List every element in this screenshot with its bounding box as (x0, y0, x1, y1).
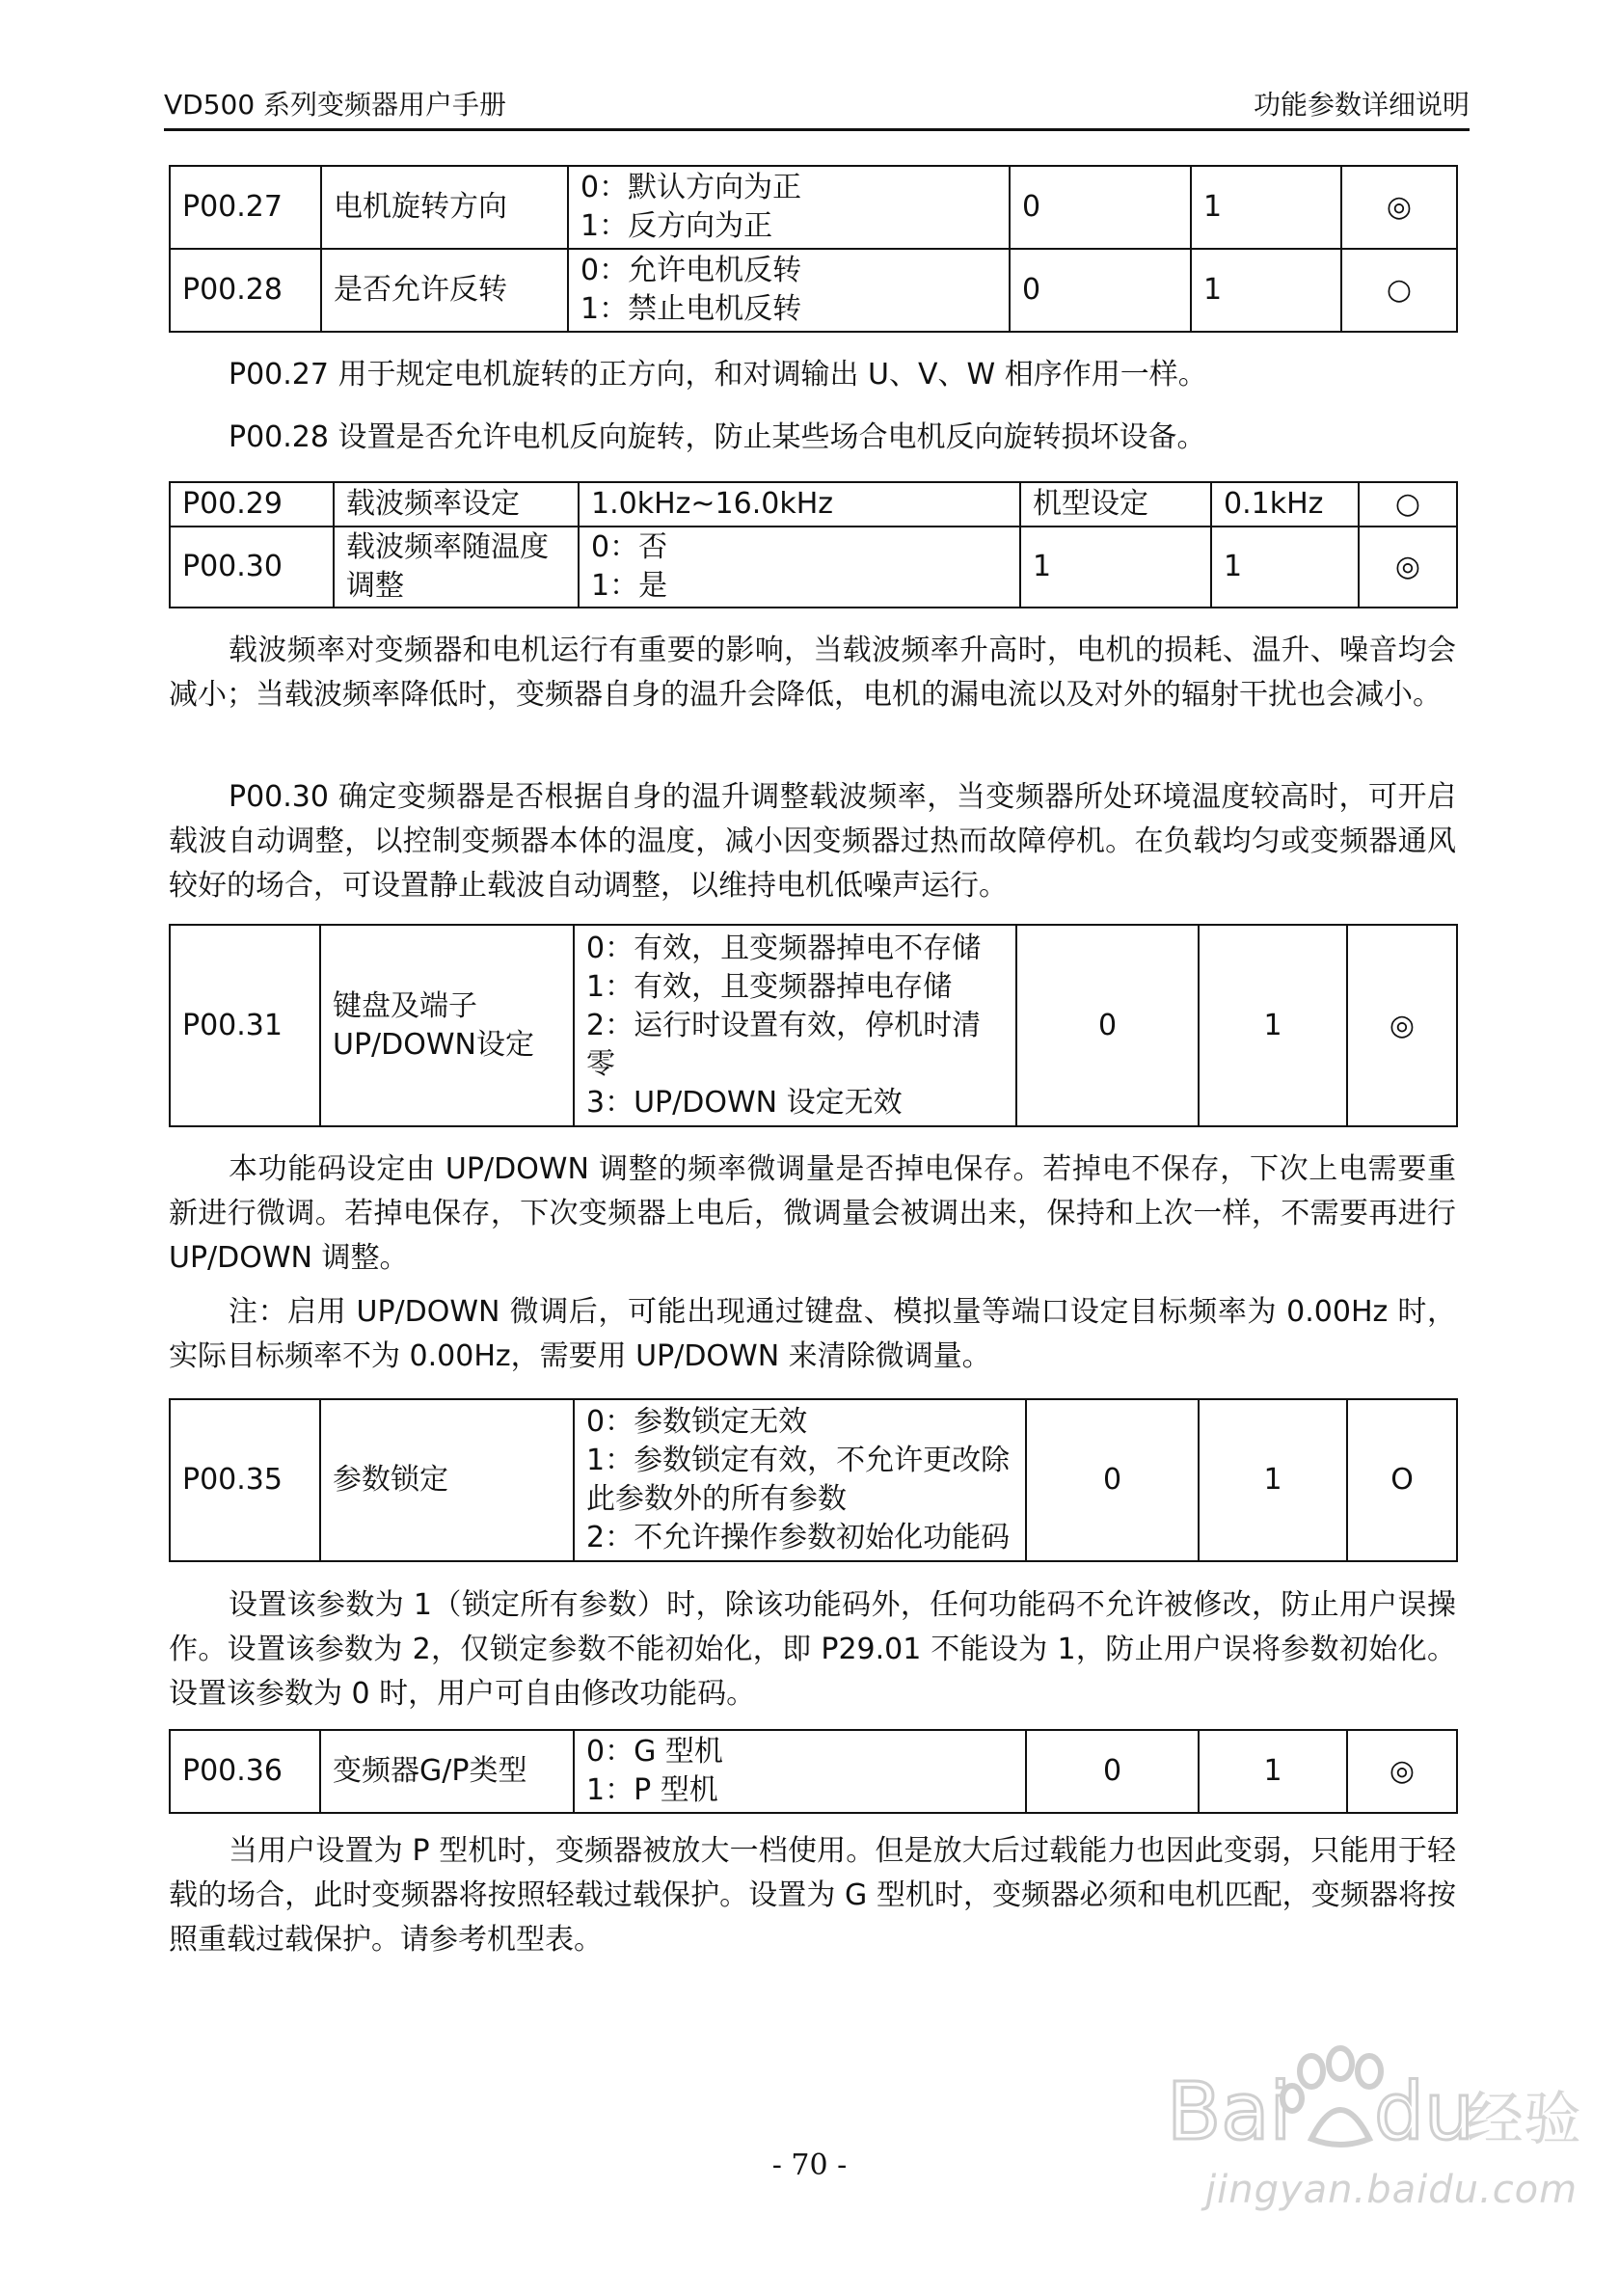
param-options (574, 925, 1016, 1126)
param-option: 2：运行时设置有效，停机时清零 (586, 1008, 982, 1081)
param-options (568, 166, 1010, 249)
header-divider (164, 128, 1470, 131)
param-option: 0：有效，且变频器掉电不存储 (586, 931, 982, 965)
param-unit: 0.1kHz (1211, 482, 1359, 527)
param-table-p00-35 (169, 1398, 1458, 1562)
param-unit: 1 (1199, 1399, 1347, 1561)
param-option: 1：反方向为正 (580, 209, 773, 243)
param-code: P00.27 (170, 166, 321, 249)
svg-text:du: du (1374, 2066, 1475, 2158)
table-row (170, 166, 1457, 249)
param-code: P00.28 (170, 249, 321, 332)
param-table-p00-36 (169, 1729, 1458, 1814)
param-options (574, 1730, 1026, 1813)
param-options (574, 1399, 1026, 1561)
param-default: 1 (1020, 527, 1211, 608)
param-option: 3：UP/DOWN 设定无效 (586, 1085, 903, 1120)
param-option: 1：P 型机 (586, 1773, 718, 1807)
param-option: 1：参数锁定有效，不允许更改除此参数外的所有参数 (586, 1444, 1011, 1516)
param-code: P00.30 (170, 527, 334, 608)
param-table-p00-27-28 (169, 165, 1458, 333)
page-number: - 70 - (771, 2148, 848, 2182)
param-name: 电机旋转方向 (321, 166, 568, 249)
param-attribute: O (1347, 1399, 1457, 1561)
svg-text:Bai: Bai (1167, 2066, 1292, 2158)
table-row (170, 925, 1457, 1126)
param-table-p00-29-30 (169, 481, 1458, 608)
param-unit: 1 (1191, 249, 1341, 332)
param-options (579, 482, 1020, 527)
param-option: 0：参数锁定无效 (586, 1405, 808, 1439)
param-code: P00.36 (170, 1730, 320, 1813)
param-attribute: ○ (1341, 249, 1457, 332)
param-attribute: ○ (1359, 482, 1457, 527)
param-option: 2：不允许操作参数初始化功能码 (586, 1521, 1011, 1554)
param-name: 变频器G/P类型 (320, 1730, 574, 1813)
param-option: 0：允许电机反转 (580, 254, 802, 287)
param-default: 0 (1010, 249, 1191, 332)
param-option: 1：是 (591, 569, 668, 603)
paragraph-p00-27: P00.27 用于规定电机旋转的正方向，和对调输出 U、V、W 相序作用一样。 (229, 358, 1207, 392)
param-name: 参数锁定 (320, 1399, 574, 1561)
param-option: 1：禁止电机反转 (580, 292, 802, 326)
param-unit: 1 (1191, 166, 1341, 249)
param-attribute: ◎ (1347, 1730, 1457, 1813)
param-unit: 1 (1199, 925, 1347, 1126)
param-attribute: ◎ (1359, 527, 1457, 608)
param-option: 0：G 型机 (586, 1735, 723, 1769)
param-unit: 1 (1199, 1730, 1347, 1813)
table-row (170, 1399, 1457, 1561)
paragraph-note: 注：启用 UP/DOWN 微调后，可能出现通过键盘、模拟量等端口设定目标频率为 0.00Hz 时，实际目标频率不为 0.00Hz，需要用 UP/DOWN 来清除微调量。 (169, 1295, 1456, 1373)
param-name: 载波频率随温度调整 (334, 527, 579, 608)
table-row (170, 249, 1457, 332)
paragraph-p00-28: P00.28 设置是否允许电机反向旋转，防止某些场合电机反向旋转损坏设备。 (229, 420, 1206, 454)
watermark-url: jingyan.baidu.com (1205, 2168, 1579, 2212)
param-default: 机型设定 (1020, 482, 1211, 527)
param-unit: 1 (1211, 527, 1359, 608)
param-option: 1.0kHz~16.0kHz (591, 487, 834, 521)
baidu-watermark (1147, 2042, 1581, 2235)
paragraph-p00-35: 设置该参数为 1（锁定所有参数）时，除该功能码外，任何功能码不允许被修改，防止用户误操作。设置该参数为 2，仅锁定参数不能初始化，即 P29.01 不能设为 1，防止用户误将参数初始化。设置该参数为 0 时，用户可自由修改功能码。 (169, 1588, 1456, 1711)
param-code: P00.29 (170, 482, 334, 527)
param-default: 0 (1026, 1399, 1199, 1561)
param-table-p00-31 (169, 924, 1458, 1127)
param-name: 键盘及端子UP/DOWN设定 (320, 925, 574, 1126)
paragraph-carrier-frequency: 载波频率对变频器和电机运行有重要的影响，当载波频率升高时，电机的损耗、温升、噪音均会减小；当载波频率降低时，变频器自身的温升会降低，电机的漏电流以及对外的辐射干扰也会减小。 (169, 634, 1456, 712)
param-options (568, 249, 1010, 332)
param-name: 是否允许反转 (321, 249, 568, 332)
param-option: 1：有效，且变频器掉电存储 (586, 969, 953, 1004)
param-option: 0：默认方向为正 (580, 171, 802, 204)
param-default: 0 (1026, 1730, 1199, 1813)
page-header (164, 85, 1470, 125)
param-default: 0 (1016, 925, 1199, 1126)
header-section-title: 功能参数详细说明 (1253, 89, 1470, 121)
param-options (579, 527, 1020, 608)
param-code: P00.31 (170, 925, 320, 1126)
paragraph-p00-31: 本功能码设定由 UP/DOWN 调整的频率微调量是否掉电保存。若掉电不保存，下次上电需要重新进行微调。若掉电保存，下次变频器上电后，微调量会被调出来，保持和上次一样，不需要再进行 UP/DOWN 调整。 (169, 1152, 1456, 1275)
param-attribute: ◎ (1341, 166, 1457, 249)
table-row (170, 482, 1457, 527)
svg-text:经验: 经验 (1466, 2086, 1581, 2153)
param-name: 载波频率设定 (334, 482, 579, 527)
paragraph-p00-36: 当用户设置为 P 型机时，变频器被放大一档使用。但是放大后过载能力也因此变弱，只能用于轻载的场合，此时变频器将按照轻载过载保护。设置为 G 型机时，变频器必须和电机匹配，变频器将按照重载过载保护。请参考机型表。 (169, 1834, 1456, 1957)
param-option: 0：否 (591, 530, 668, 564)
paragraph-p00-30: P00.30 确定变频器是否根据自身的温升调整载波频率，当变频器所处环境温度较高时，可开启载波自动调整，以控制变频器本体的温度，减小因变频器过热而故障停机。在负载均匀或变频器通风较好的场合，可设置静止载波自动调整，以维持电机低噪声运行。 (169, 780, 1456, 903)
param-attribute: ◎ (1347, 925, 1457, 1126)
table-row (170, 1730, 1457, 1813)
header-manual-title: VD500 系列变频器用户手册 (164, 89, 507, 121)
param-default: 0 (1010, 166, 1191, 249)
param-code: P00.35 (170, 1399, 320, 1561)
baidu-jingyan-logo-icon (1167, 2042, 1581, 2158)
table-row (170, 527, 1457, 608)
